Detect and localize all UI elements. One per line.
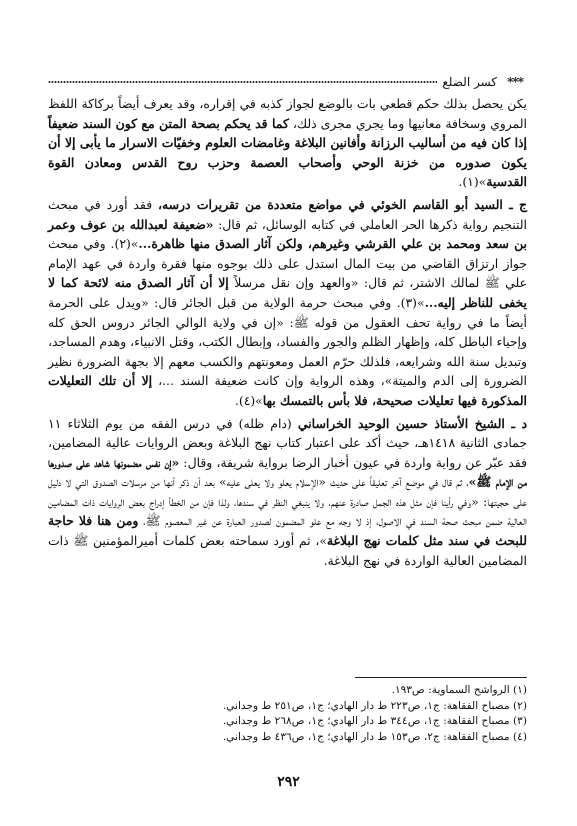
footnote-divider [355, 677, 527, 678]
emphasis-run: «إن نفس مضمونها شاهد على صدورها من الإمام ﷺ» [48, 454, 528, 490]
text-run: يكن يحصل بذلك حكم قطعي بات بالوضع لجواز كذبه في إقراره، وقد يعرف أيضاً بركاكة اللفظ المروي وسخافة معانيها وما يجري مجرى ذلك، [48, 96, 527, 131]
footnote-4: (٤) مصباح الفقاهة: ج٢، ص١٥٣ ط دار الهادي؛ ج١، ص٤٣٦ ط وجداني. [222, 730, 527, 743]
emphasis-run: إلا أن تلك التعليلات المذكورة فيها تعليلات صحيحة، فلا بأس بالتمسك بها [48, 373, 527, 408]
emphasis-run: إلا أن آثار الصدق منه لائحة كما لا يخفى للناظر إليه... [48, 275, 527, 310]
emphasis-run: د ـ الشيخ الأستاذ حسين الوحيد الخراساني [297, 415, 527, 431]
text-run: (دام ظله) في درس الفقه من يوم الثلاثاء ١١ جمادى الثانية ١٤١٨هـ، حيث أكد على اعتبار كتاب نهج البلاغة وبعض الروايات عالية المضامين، فقد عبّر عن رواية واردة في عيون أخبار الرضا برواية شريفة، وقال: [48, 415, 527, 470]
paragraph-1 [48, 94, 527, 192]
header-marker: *** [507, 75, 523, 89]
running-header [48, 74, 523, 92]
emphasis-run: ج ـ السيد أبو القاسم الخوئي في مواضع متعددة من تقريرات درسه، [158, 196, 528, 212]
footnote-2: (٢) مصباح الفقاهة: ج١، ص٢٢٣ ط دار الهادي؛ ج١، ص٢٥١ ط وجداني. [222, 699, 527, 712]
header-dotted-rule [48, 80, 437, 84]
text-run: »(٣). وفي مبحث حرمة الولاية من قبل الجائر قال: «ويدل على الحرمة أيضاً ما في رواية تحف العقول من قوله ﷺ: «إن في ولاية الوالي الجائر دروس الحق كله وإحياء الباطل كله، وإظهار الظلم والجور والفساد، وإبطال الكتب، وقتل الانبياء، وهدم المساجد، وتبديل سنة الله وشرايعه، فلذلك حرّم العمل ومعونتهم والكسب معهم إلا بجهة الضرورة نظير الضرورة إلى الدم والميتة»، وهذه الرواية وإن كانت ضعيفة السند ...، [48, 294, 527, 389]
text-run: »(٤). [234, 392, 263, 408]
footnote-1: (١) الرواشح السماوية: ص١٩٣. [391, 684, 527, 696]
paragraph-2 [48, 195, 527, 411]
footnotes [48, 683, 527, 745]
text-run: »(٢). وفي مبحث جواز ارتزاق القاضي من بيت المال استدل على ذلك بوجوه منها فقرة واردة في عهد الإمام علي ﷺ لمالك الاشتر، ثم قال: «والعهد وإن نقل مرسلاً [48, 236, 528, 291]
text-run: ، ثم قال في موضع آخر تعليقاً على حديث «الإسلام يعلو ولا يعلى عليه» بعد أن ذكر أنها من مرسلات الصدوق التي لا دليل على حجيتها: «وفي رأينا فإن مثل هذه الجمل صادرة عنهم، ولا ينبغي النظر في سندها، ولذا فإن من الخطأ إدراج بعض الروايات ذات المضامين العالية ضمن مبحث صحة السند في الاصول، إذ لا وجه مع علو المضمون لصدور العبارة عن غير المعصوم ﷺ، [48, 474, 527, 529]
emphasis-run: «ضعيفة لعبدالله بن عوف وعمر بن سعد ومحمد بن علي القرشي وغيرهم، ولكن آثار الصدق منها ظاهرة... [48, 216, 527, 252]
emphasis-run: كما قد يحكم بصحة المتن مع كون السند ضعيفاً إذا كان فيه من أساليب الرزانة وأفانين البلاغة وغامضات العلوم وخفيّات الاسرار ما يأبى إلا أن يكون صدوره من خزنة الوحي وأصحاب العصمة وحزب روح القدس ومعادن القوة القدسية [48, 115, 527, 190]
main-text [48, 94, 527, 573]
page-number: ٢٩٢ [277, 774, 300, 790]
footnote-3: (٣) مصباح الفقاهة: ج١، ص٣٤٤ ط دار الهادي؛ ج١، ص٢٦٨ ط وجداني. [222, 715, 527, 727]
text-run: »(١). [458, 174, 487, 190]
text-run: فقد أورد في مبحث التنجيم رواية ذكرها الحر العاملي في كتابه الوسائل، ثم قال: [48, 196, 527, 232]
header-title: كسر الضلع [442, 75, 497, 89]
emphasis-run: ومن هنا فلا حاجة للبحث في سند مثل كلمات نهج البلاغة [48, 513, 527, 549]
paragraph-3 [48, 414, 527, 571]
text-run: »، ثم أورد سماحته بعض كلمات أميرالمؤمنين ﷺ ذات المضامين العالية الواردة في نهج البلاغة. [48, 533, 527, 568]
